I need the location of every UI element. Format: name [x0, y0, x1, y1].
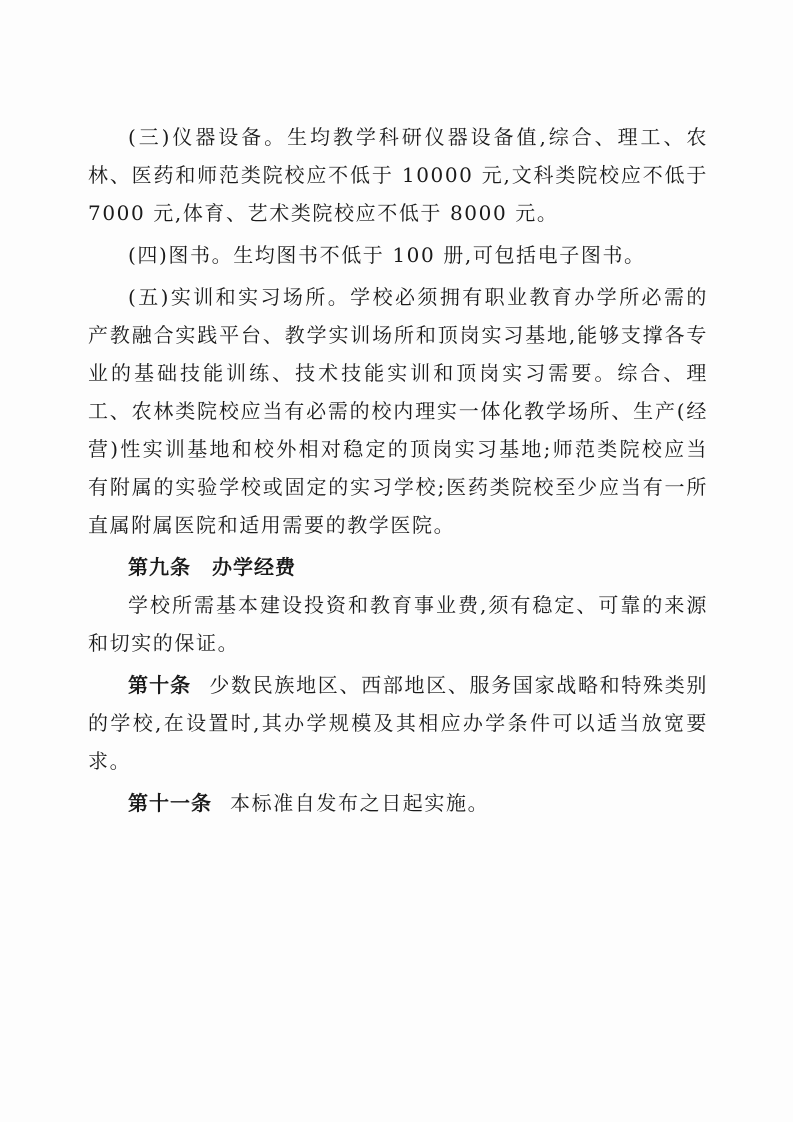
article-10-heading: 第十条 [128, 673, 192, 697]
article-10 [88, 666, 708, 780]
article-10-text: 少数民族地区、西部地区、服务国家战略和特殊类别的学校,在设置时,其办学规模及其相应办学条件可以适当放宽要求。 [88, 673, 709, 773]
paragraph-training-sites: (五)实训和实习场所。学校必须拥有职业教育办学所必需的产教融合实践平台、教学实训场所和顶岗实习基地,能够支撑各专业的基础技能训练、技术技能实训和顶岗实习需要。综合、理工、农林类院校应当有必需的校内理实一体化教学场所、生产(经营)性实训基地和校外相对稳定的顶岗实习基地;师范类院校应当有附属的实验学校或固定的实习学校;医药类院校至少应当有一所直属附属医院和适用需要的教学医院。 [88, 285, 708, 537]
article-9-heading: 第九条 办学经费 [128, 555, 296, 579]
paragraph-books: (四)图书。生均图书不低于 100 册,可包括电子图书。 [128, 243, 646, 267]
article-11-text: 本标准自发布之日起实施。 [230, 791, 490, 815]
article-9-heading-line [88, 548, 708, 586]
document-body [88, 118, 708, 822]
article-11-heading: 第十一条 [128, 791, 212, 815]
paragraph-equipment: (三)仪器设备。生均教学科研仪器设备值,综合、理工、农林、医药和师范类院校应不低于 10000 元,文科类院校应不低于 7000 元,体育、艺术类院校应不低于 8000 元。 [88, 125, 708, 225]
article-9-text: 学校所需基本建设投资和教育事业费,须有稳定、可靠的来源和切实的保证。 [88, 593, 708, 655]
article-11 [88, 784, 708, 822]
